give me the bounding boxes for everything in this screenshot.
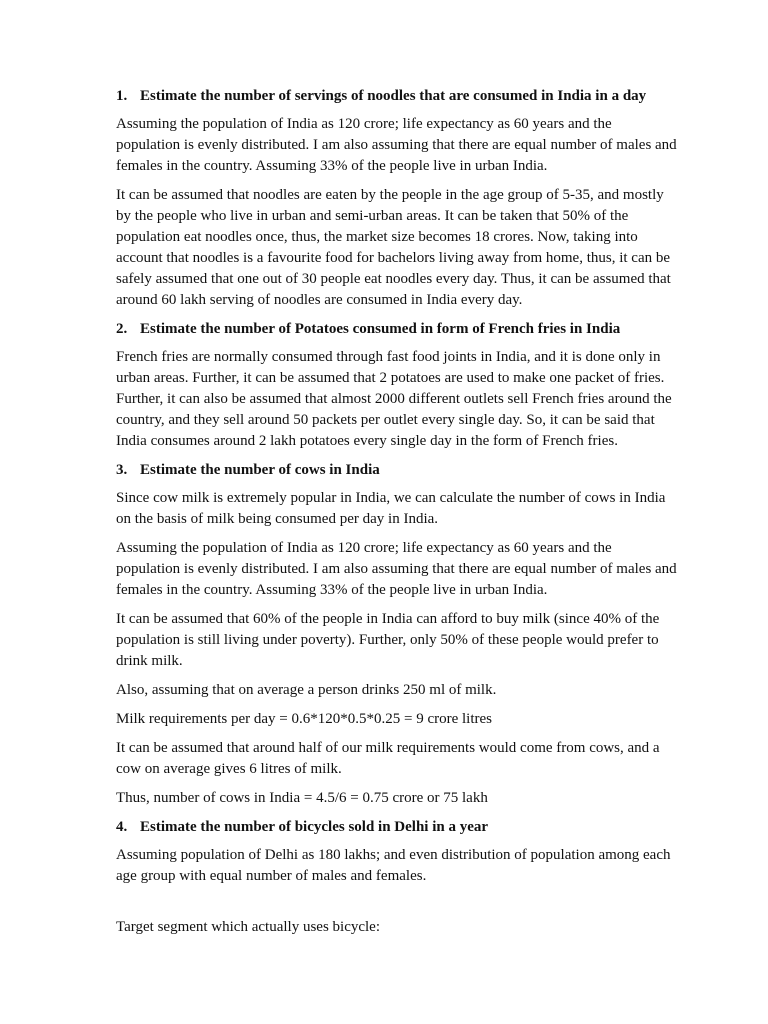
section-number: 1. [116, 88, 128, 104]
paragraph: It can be assumed that around half of our milk requirements would come from cows, and a cow on average gives 6 litres of milk. [116, 740, 660, 777]
paragraph: Assuming population of Delhi as 180 lakhs; and even distribution of population among each age group with equal number of males and females. [116, 847, 671, 884]
section-heading-2 [116, 319, 678, 340]
trailing-paragraph: Target segment which actually uses bicycle: [116, 919, 381, 935]
section-number: 3. [116, 462, 128, 478]
section-title: Estimate the number of cows in India [140, 462, 380, 478]
section-heading-1 [116, 86, 678, 107]
paragraph: Assuming the population of India as 120 crore; life expectancy as 60 years and the population is evenly distributed. I am also assuming that there are equal number of males and females in the country. Assuming 33% of the people live in urban India. [116, 116, 677, 174]
paragraph: It can be assumed that noodles are eaten by the people in the age group of 5-35, and mostly by the people who live in urban and semi-urban areas. It can be taken that 50% of the population eat noodles once, thus, the market size becomes 18 crores. Now, taking into account that noodles is a favourite food for bachelors living away from home, thus, it can be safely assumed that one out of 30 people eat noodles every day. Thus, it can be assumed that around 60 lakh serving of noodles are consumed in India every day. [116, 187, 671, 308]
paragraph: French fries are normally consumed through fast food joints in India, and it is done only in urban areas. Further, it can be assumed that 2 potatoes are used to make one packet of fries. Further, it can also be assumed that almost 2000 different outlets sell French fries around the country, and they sell around 50 packets per outlet every single day. So, it can be said that India consumes around 2 lakh potatoes every single day in the form of French fries. [116, 349, 672, 449]
section-title: Estimate the number of Potatoes consumed in form of French fries in India [140, 321, 621, 337]
section-heading-4 [116, 817, 678, 838]
paragraph: Since cow milk is extremely popular in India, we can calculate the number of cows in India on the basis of milk being consumed per day in India. [116, 490, 666, 527]
section-title: Estimate the number of servings of noodles that are consumed in India in a day [140, 88, 647, 104]
section-number: 2. [116, 321, 128, 337]
section-heading-3 [116, 460, 678, 481]
paragraph: Also, assuming that on average a person drinks 250 ml of milk. [116, 682, 497, 698]
section-number: 4. [116, 819, 128, 835]
section-title: Estimate the number of bicycles sold in Delhi in a year [140, 819, 489, 835]
paragraph: Milk requirements per day = 0.6*120*0.5*0.25 = 9 crore litres [116, 711, 493, 727]
paragraph: Thus, number of cows in India = 4.5/6 = 0.75 crore or 75 lakh [116, 790, 488, 806]
paragraph: It can be assumed that 60% of the people in India can afford to buy milk (since 40% of the population is still living under poverty). Further, only 50% of these people would prefer to drink milk. [116, 611, 660, 669]
paragraph: Assuming the population of India as 120 crore; life expectancy as 60 years and the population is evenly distributed. I am also assuming that there are equal number of males and females in the country. Assuming 33% of the people live in urban India. [116, 540, 677, 598]
spacer [116, 895, 678, 917]
